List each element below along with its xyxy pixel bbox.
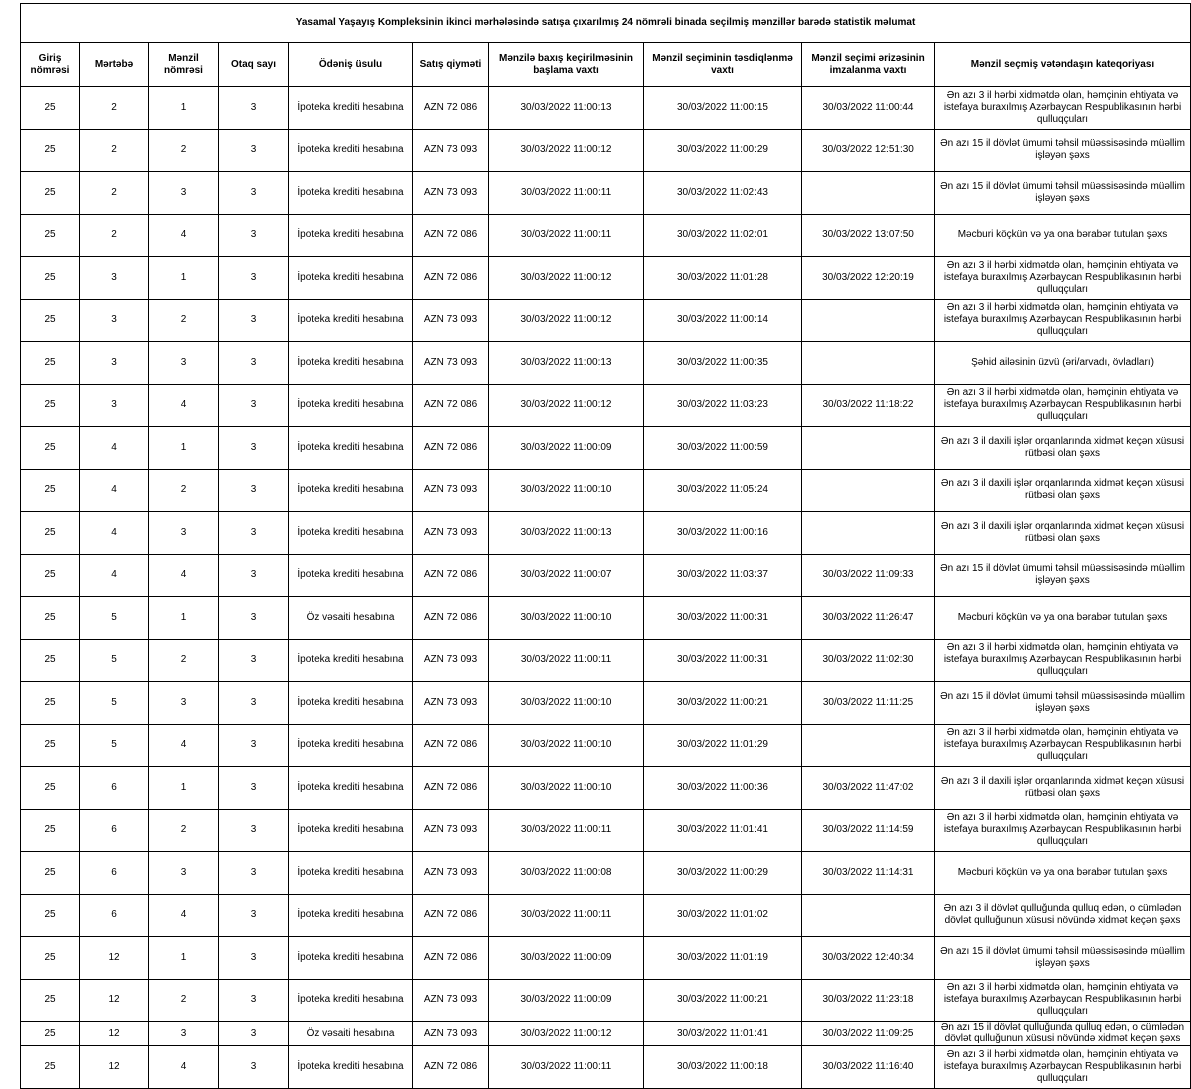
view-start-cell: 30/03/2022 11:00:09: [489, 979, 644, 1022]
table-row: [21, 342, 1191, 385]
rooms-cell: 3: [219, 724, 289, 767]
price-cell: AZN 72 086: [413, 257, 489, 300]
table-row: [21, 172, 1191, 215]
signed-time-cell: 30/03/2022 11:23:18: [802, 979, 935, 1022]
view-start-cell: 30/03/2022 11:00:08: [489, 852, 644, 895]
view-start-cell: 30/03/2022 11:00:10: [489, 767, 644, 810]
confirm-time-cell: 30/03/2022 11:05:24: [644, 469, 802, 512]
entry-cell: 25: [21, 342, 80, 385]
header-rooms: Otaq sayı: [219, 43, 289, 87]
floor-cell: 4: [80, 554, 149, 597]
rooms-cell: 3: [219, 639, 289, 682]
confirm-time-cell: 30/03/2022 11:00:21: [644, 682, 802, 725]
confirm-time-cell: 30/03/2022 11:01:41: [644, 809, 802, 852]
payment-cell: İpoteka krediti hesabına: [289, 979, 413, 1022]
rooms-cell: 3: [219, 937, 289, 980]
price-cell: AZN 73 093: [413, 809, 489, 852]
view-start-cell: 30/03/2022 11:00:09: [489, 427, 644, 470]
signed-time-cell: 30/03/2022 11:18:22: [802, 384, 935, 427]
header-payment: Ödəniş üsulu: [289, 43, 413, 87]
table-row: [21, 87, 1191, 130]
price-cell: AZN 72 086: [413, 894, 489, 937]
apartment-cell: 1: [149, 257, 219, 300]
payment-cell: İpoteka krediti hesabına: [289, 172, 413, 215]
payment-cell: İpoteka krediti hesabına: [289, 129, 413, 172]
header-price: Satış qiyməti: [413, 43, 489, 87]
category-cell: Ən azı 15 il dövlət qulluğunda qulluq edən, o cümlədən dövlət qulluğunun xüsusi növündə xidmət keçən şəxs: [935, 1022, 1191, 1046]
table-row: [21, 979, 1191, 1022]
payment-cell: Öz vəsaiti hesabına: [289, 1022, 413, 1046]
price-cell: AZN 73 093: [413, 852, 489, 895]
entry-cell: 25: [21, 639, 80, 682]
apartment-cell: 3: [149, 682, 219, 725]
floor-cell: 3: [80, 257, 149, 300]
category-cell: Ən azı 3 il hərbi xidmətdə olan, həmçinin ehtiyata və istefaya buraxılmış Azərbaycan Respublikasının hərbi qulluqçuları: [935, 724, 1191, 767]
floor-cell: 2: [80, 214, 149, 257]
view-start-cell: 30/03/2022 11:00:12: [489, 299, 644, 342]
floor-cell: 6: [80, 767, 149, 810]
view-start-cell: 30/03/2022 11:00:11: [489, 172, 644, 215]
view-start-cell: 30/03/2022 11:00:10: [489, 469, 644, 512]
apartment-cell: 4: [149, 724, 219, 767]
view-start-cell: 30/03/2022 11:00:12: [489, 129, 644, 172]
signed-time-cell: 30/03/2022 13:07:50: [802, 214, 935, 257]
table-row: [21, 427, 1191, 470]
price-cell: AZN 73 093: [413, 682, 489, 725]
table-row: [21, 1022, 1191, 1046]
rooms-cell: 3: [219, 172, 289, 215]
category-cell: Ən azı 15 il dövlət ümumi təhsil müəssisəsində müəllim işləyən şəxs: [935, 937, 1191, 980]
floor-cell: 6: [80, 894, 149, 937]
floor-cell: 3: [80, 342, 149, 385]
table-row: [21, 554, 1191, 597]
entry-cell: 25: [21, 214, 80, 257]
apartment-cell: 4: [149, 1046, 219, 1089]
payment-cell: İpoteka krediti hesabına: [289, 639, 413, 682]
entry-cell: 25: [21, 1046, 80, 1089]
rooms-cell: 3: [219, 87, 289, 130]
floor-cell: 6: [80, 852, 149, 895]
price-cell: AZN 73 093: [413, 979, 489, 1022]
statistics-table: [20, 3, 1191, 1089]
apartment-cell: 4: [149, 894, 219, 937]
category-cell: Ən azı 3 il hərbi xidmətdə olan, həmçinin ehtiyata və istefaya buraxılmış Azərbaycan Respublikasının hərbi qulluqçuları: [935, 1046, 1191, 1089]
rooms-cell: 3: [219, 512, 289, 555]
apartment-cell: 4: [149, 384, 219, 427]
category-cell: Ən azı 15 il dövlət ümumi təhsil müəssisəsində müəllim işləyən şəxs: [935, 554, 1191, 597]
apartment-cell: 3: [149, 1022, 219, 1046]
rooms-cell: 3: [219, 257, 289, 300]
category-cell: Ən azı 15 il dövlət ümumi təhsil müəssisəsində müəllim işləyən şəxs: [935, 172, 1191, 215]
header-category: Mənzil seçmiş vətəndaşın kateqoriyası: [935, 43, 1191, 87]
payment-cell: İpoteka krediti hesabına: [289, 214, 413, 257]
payment-cell: İpoteka krediti hesabına: [289, 469, 413, 512]
category-cell: Məcburi köçkün və ya ona bərabər tutulan şəxs: [935, 597, 1191, 640]
apartment-cell: 1: [149, 767, 219, 810]
price-cell: AZN 72 086: [413, 724, 489, 767]
table-row: [21, 1046, 1191, 1089]
category-cell: Ən azı 3 il hərbi xidmətdə olan, həmçinin ehtiyata və istefaya buraxılmış Azərbaycan Respublikasının hərbi qulluqçuları: [935, 809, 1191, 852]
floor-cell: 6: [80, 809, 149, 852]
payment-cell: İpoteka krediti hesabına: [289, 554, 413, 597]
category-cell: Ən azı 15 il dövlət ümumi təhsil müəssisəsində müəllim işləyən şəxs: [935, 682, 1191, 725]
category-cell: Ən azı 3 il hərbi xidmətdə olan, həmçinin ehtiyata və istefaya buraxılmış Azərbaycan Respublikasının hərbi qulluqçuları: [935, 979, 1191, 1022]
table-row: [21, 937, 1191, 980]
confirm-time-cell: 30/03/2022 11:00:36: [644, 767, 802, 810]
signed-time-cell: 30/03/2022 11:26:47: [802, 597, 935, 640]
apartment-cell: 3: [149, 172, 219, 215]
signed-time-cell: 30/03/2022 11:14:31: [802, 852, 935, 895]
view-start-cell: 30/03/2022 11:00:10: [489, 682, 644, 725]
apartment-cell: 4: [149, 554, 219, 597]
confirm-time-cell: 30/03/2022 11:00:29: [644, 129, 802, 172]
apartment-cell: 3: [149, 852, 219, 895]
price-cell: AZN 72 086: [413, 767, 489, 810]
entry-cell: 25: [21, 1022, 80, 1046]
view-start-cell: 30/03/2022 11:00:12: [489, 1022, 644, 1046]
rooms-cell: 3: [219, 894, 289, 937]
header-apartment: Mənzil nömrəsi: [149, 43, 219, 87]
view-start-cell: 30/03/2022 11:00:07: [489, 554, 644, 597]
view-start-cell: 30/03/2022 11:00:09: [489, 937, 644, 980]
rooms-cell: 3: [219, 554, 289, 597]
confirm-time-cell: 30/03/2022 11:00:35: [644, 342, 802, 385]
entry-cell: 25: [21, 554, 80, 597]
price-cell: AZN 72 086: [413, 554, 489, 597]
view-start-cell: 30/03/2022 11:00:12: [489, 257, 644, 300]
entry-cell: 25: [21, 682, 80, 725]
table-row: [21, 299, 1191, 342]
price-cell: AZN 73 093: [413, 469, 489, 512]
confirm-time-cell: 30/03/2022 11:01:19: [644, 937, 802, 980]
apartment-cell: 1: [149, 87, 219, 130]
rooms-cell: 3: [219, 597, 289, 640]
entry-cell: 25: [21, 172, 80, 215]
view-start-cell: 30/03/2022 11:00:13: [489, 512, 644, 555]
floor-cell: 4: [80, 512, 149, 555]
rooms-cell: 3: [219, 299, 289, 342]
view-start-cell: 30/03/2022 11:00:12: [489, 384, 644, 427]
price-cell: AZN 73 093: [413, 639, 489, 682]
table-row: [21, 214, 1191, 257]
category-cell: Ən azı 3 il hərbi xidmətdə olan, həmçinin ehtiyata və istefaya buraxılmış Azərbaycan Respublikasının hərbi qulluqçuları: [935, 384, 1191, 427]
signed-time-cell: 30/03/2022 11:16:40: [802, 1046, 935, 1089]
confirm-time-cell: 30/03/2022 11:00:59: [644, 427, 802, 470]
signed-time-cell: 30/03/2022 11:02:30: [802, 639, 935, 682]
table-row: [21, 767, 1191, 810]
floor-cell: 2: [80, 129, 149, 172]
payment-cell: İpoteka krediti hesabına: [289, 342, 413, 385]
header-signed-time: Mənzil seçimi ərizəsinin imzalanma vaxtı: [802, 43, 935, 87]
price-cell: AZN 72 086: [413, 427, 489, 470]
rooms-cell: 3: [219, 767, 289, 810]
table-row: [21, 639, 1191, 682]
price-cell: AZN 73 093: [413, 512, 489, 555]
view-start-cell: 30/03/2022 11:00:10: [489, 724, 644, 767]
table-row: [21, 724, 1191, 767]
floor-cell: 2: [80, 87, 149, 130]
floor-cell: 12: [80, 1046, 149, 1089]
table-row: [21, 129, 1191, 172]
confirm-time-cell: 30/03/2022 11:02:01: [644, 214, 802, 257]
apartment-cell: 3: [149, 342, 219, 385]
rooms-cell: 3: [219, 1046, 289, 1089]
apartment-cell: 2: [149, 979, 219, 1022]
category-cell: Ən azı 3 il daxili işlər orqanlarında xidmət keçən xüsusi rütbəsi olan şəxs: [935, 767, 1191, 810]
confirm-time-cell: 30/03/2022 11:03:37: [644, 554, 802, 597]
entry-cell: 25: [21, 469, 80, 512]
signed-time-cell: 30/03/2022 11:09:25: [802, 1022, 935, 1046]
category-cell: Ən azı 3 il daxili işlər orqanlarında xidmət keçən xüsusi rütbəsi olan şəxs: [935, 512, 1191, 555]
signed-time-cell: 30/03/2022 12:51:30: [802, 129, 935, 172]
price-cell: AZN 73 093: [413, 129, 489, 172]
payment-cell: İpoteka krediti hesabına: [289, 894, 413, 937]
apartment-cell: 2: [149, 809, 219, 852]
floor-cell: 12: [80, 1022, 149, 1046]
category-cell: Ən azı 15 il dövlət ümumi təhsil müəssisəsində müəllim işləyən şəxs: [935, 129, 1191, 172]
rooms-cell: 3: [219, 342, 289, 385]
signed-time-cell: [802, 172, 935, 215]
category-cell: Ən azı 3 il daxili işlər orqanlarında xidmət keçən xüsusi rütbəsi olan şəxs: [935, 469, 1191, 512]
payment-cell: İpoteka krediti hesabına: [289, 809, 413, 852]
rooms-cell: 3: [219, 852, 289, 895]
view-start-cell: 30/03/2022 11:00:13: [489, 87, 644, 130]
entry-cell: 25: [21, 427, 80, 470]
signed-time-cell: [802, 427, 935, 470]
confirm-time-cell: 30/03/2022 11:00:15: [644, 87, 802, 130]
signed-time-cell: 30/03/2022 12:20:19: [802, 257, 935, 300]
signed-time-cell: [802, 469, 935, 512]
apartment-cell: 3: [149, 512, 219, 555]
price-cell: AZN 72 086: [413, 1046, 489, 1089]
table-row: [21, 682, 1191, 725]
signed-time-cell: 30/03/2022 11:14:59: [802, 809, 935, 852]
category-cell: Ən azı 3 il hərbi xidmətdə olan, həmçinin ehtiyata və istefaya buraxılmış Azərbaycan Respublikasının hərbi qulluqçuları: [935, 257, 1191, 300]
apartment-cell: 2: [149, 639, 219, 682]
entry-cell: 25: [21, 852, 80, 895]
floor-cell: 5: [80, 682, 149, 725]
confirm-time-cell: 30/03/2022 11:00:21: [644, 979, 802, 1022]
entry-cell: 25: [21, 979, 80, 1022]
floor-cell: 12: [80, 937, 149, 980]
price-cell: AZN 73 093: [413, 342, 489, 385]
payment-cell: İpoteka krediti hesabına: [289, 682, 413, 725]
confirm-time-cell: 30/03/2022 11:03:23: [644, 384, 802, 427]
floor-cell: 3: [80, 384, 149, 427]
floor-cell: 4: [80, 427, 149, 470]
header-confirm-time: Mənzil seçiminin təsdiqlənmə vaxtı: [644, 43, 802, 87]
signed-time-cell: 30/03/2022 11:09:33: [802, 554, 935, 597]
confirm-time-cell: 30/03/2022 11:00:29: [644, 852, 802, 895]
payment-cell: İpoteka krediti hesabına: [289, 427, 413, 470]
signed-time-cell: [802, 894, 935, 937]
entry-cell: 25: [21, 87, 80, 130]
payment-cell: İpoteka krediti hesabına: [289, 1046, 413, 1089]
floor-cell: 3: [80, 299, 149, 342]
table-row: [21, 597, 1191, 640]
entry-cell: 25: [21, 512, 80, 555]
view-start-cell: 30/03/2022 11:00:11: [489, 214, 644, 257]
confirm-time-cell: 30/03/2022 11:00:31: [644, 597, 802, 640]
price-cell: AZN 73 093: [413, 172, 489, 215]
view-start-cell: 30/03/2022 11:00:11: [489, 639, 644, 682]
signed-time-cell: [802, 342, 935, 385]
header-view-start: Mənzilə baxış keçirilməsinin başlama vaxtı: [489, 43, 644, 87]
payment-cell: İpoteka krediti hesabına: [289, 257, 413, 300]
apartment-cell: 1: [149, 597, 219, 640]
category-cell: Ən azı 3 il hərbi xidmətdə olan, həmçinin ehtiyata və istefaya buraxılmış Azərbaycan Respublikasının hərbi qulluqçuları: [935, 639, 1191, 682]
rooms-cell: 3: [219, 979, 289, 1022]
signed-time-cell: [802, 512, 935, 555]
view-start-cell: 30/03/2022 11:00:13: [489, 342, 644, 385]
entry-cell: 25: [21, 129, 80, 172]
payment-cell: İpoteka krediti hesabına: [289, 384, 413, 427]
rooms-cell: 3: [219, 809, 289, 852]
category-cell: Məcburi köçkün və ya ona bərabər tutulan şəxs: [935, 852, 1191, 895]
confirm-time-cell: 30/03/2022 11:00:31: [644, 639, 802, 682]
entry-cell: 25: [21, 809, 80, 852]
floor-cell: 12: [80, 979, 149, 1022]
rooms-cell: 3: [219, 427, 289, 470]
price-cell: AZN 73 093: [413, 299, 489, 342]
price-cell: AZN 72 086: [413, 214, 489, 257]
price-cell: AZN 72 086: [413, 937, 489, 980]
payment-cell: İpoteka krediti hesabına: [289, 937, 413, 980]
entry-cell: 25: [21, 767, 80, 810]
confirm-time-cell: 30/03/2022 11:00:14: [644, 299, 802, 342]
category-cell: Ən azı 3 il dövlət qulluğunda qulluq edən, o cümlədən dövlət qulluğunun xüsusi növündə xidmət keçən şəxs: [935, 894, 1191, 937]
apartment-cell: 4: [149, 214, 219, 257]
rooms-cell: 3: [219, 214, 289, 257]
price-cell: AZN 72 086: [413, 384, 489, 427]
payment-cell: İpoteka krediti hesabına: [289, 724, 413, 767]
rooms-cell: 3: [219, 682, 289, 725]
rooms-cell: 3: [219, 384, 289, 427]
floor-cell: 2: [80, 172, 149, 215]
price-cell: AZN 72 086: [413, 597, 489, 640]
entry-cell: 25: [21, 384, 80, 427]
confirm-time-cell: 30/03/2022 11:01:29: [644, 724, 802, 767]
entry-cell: 25: [21, 257, 80, 300]
signed-time-cell: 30/03/2022 12:40:34: [802, 937, 935, 980]
signed-time-cell: [802, 724, 935, 767]
entry-cell: 25: [21, 894, 80, 937]
apartment-cell: 2: [149, 299, 219, 342]
category-cell: Ən azı 3 il hərbi xidmətdə olan, həmçinin ehtiyata və istefaya buraxılmış Azərbaycan Respublikasının hərbi qulluqçuları: [935, 299, 1191, 342]
payment-cell: İpoteka krediti hesabına: [289, 87, 413, 130]
rooms-cell: 3: [219, 1022, 289, 1046]
apartment-cell: 1: [149, 937, 219, 980]
payment-cell: İpoteka krediti hesabına: [289, 767, 413, 810]
view-start-cell: 30/03/2022 11:00:11: [489, 894, 644, 937]
confirm-time-cell: 30/03/2022 11:00:18: [644, 1046, 802, 1089]
signed-time-cell: [802, 299, 935, 342]
payment-cell: İpoteka krediti hesabına: [289, 512, 413, 555]
table-row: [21, 512, 1191, 555]
signed-time-cell: 30/03/2022 11:11:25: [802, 682, 935, 725]
view-start-cell: 30/03/2022 11:00:11: [489, 809, 644, 852]
category-cell: Ən azı 3 il hərbi xidmətdə olan, həmçinin ehtiyata və istefaya buraxılmış Azərbaycan Respublikasının hərbi qulluqçuları: [935, 87, 1191, 130]
header-floor: Mərtəbə: [80, 43, 149, 87]
table-title: Yasamal Yaşayış Kompleksinin ikinci mərhələsində satışa çıxarılmış 24 nömrəli binada seçilmiş mənzillər barədə statistik məlumat: [21, 4, 1191, 43]
table-row: [21, 384, 1191, 427]
floor-cell: 5: [80, 639, 149, 682]
payment-cell: İpoteka krediti hesabına: [289, 852, 413, 895]
table-row: [21, 852, 1191, 895]
confirm-time-cell: 30/03/2022 11:00:16: [644, 512, 802, 555]
signed-time-cell: 30/03/2022 11:47:02: [802, 767, 935, 810]
entry-cell: 25: [21, 937, 80, 980]
confirm-time-cell: 30/03/2022 11:02:43: [644, 172, 802, 215]
rooms-cell: 3: [219, 469, 289, 512]
payment-cell: İpoteka krediti hesabına: [289, 299, 413, 342]
entry-cell: 25: [21, 724, 80, 767]
payment-cell: Öz vəsaiti hesabına: [289, 597, 413, 640]
signed-time-cell: 30/03/2022 11:00:44: [802, 87, 935, 130]
header-entry: Giriş nömrəsi: [21, 43, 80, 87]
apartment-cell: 2: [149, 469, 219, 512]
table-row: [21, 809, 1191, 852]
confirm-time-cell: 30/03/2022 11:01:28: [644, 257, 802, 300]
floor-cell: 5: [80, 597, 149, 640]
price-cell: AZN 73 093: [413, 1022, 489, 1046]
view-start-cell: 30/03/2022 11:00:11: [489, 1046, 644, 1089]
confirm-time-cell: 30/03/2022 11:01:41: [644, 1022, 802, 1046]
view-start-cell: 30/03/2022 11:00:10: [489, 597, 644, 640]
confirm-time-cell: 30/03/2022 11:01:02: [644, 894, 802, 937]
price-cell: AZN 72 086: [413, 87, 489, 130]
category-cell: Ən azı 3 il daxili işlər orqanlarında xidmət keçən xüsusi rütbəsi olan şəxs: [935, 427, 1191, 470]
floor-cell: 5: [80, 724, 149, 767]
apartment-cell: 2: [149, 129, 219, 172]
apartment-cell: 1: [149, 427, 219, 470]
table-row: [21, 257, 1191, 300]
entry-cell: 25: [21, 299, 80, 342]
category-cell: Məcburi köçkün və ya ona bərabər tutulan şəxs: [935, 214, 1191, 257]
floor-cell: 4: [80, 469, 149, 512]
category-cell: Şəhid ailəsinin üzvü (əri/arvadı, övladları): [935, 342, 1191, 385]
table-row: [21, 894, 1191, 937]
table-row: [21, 469, 1191, 512]
entry-cell: 25: [21, 597, 80, 640]
rooms-cell: 3: [219, 129, 289, 172]
